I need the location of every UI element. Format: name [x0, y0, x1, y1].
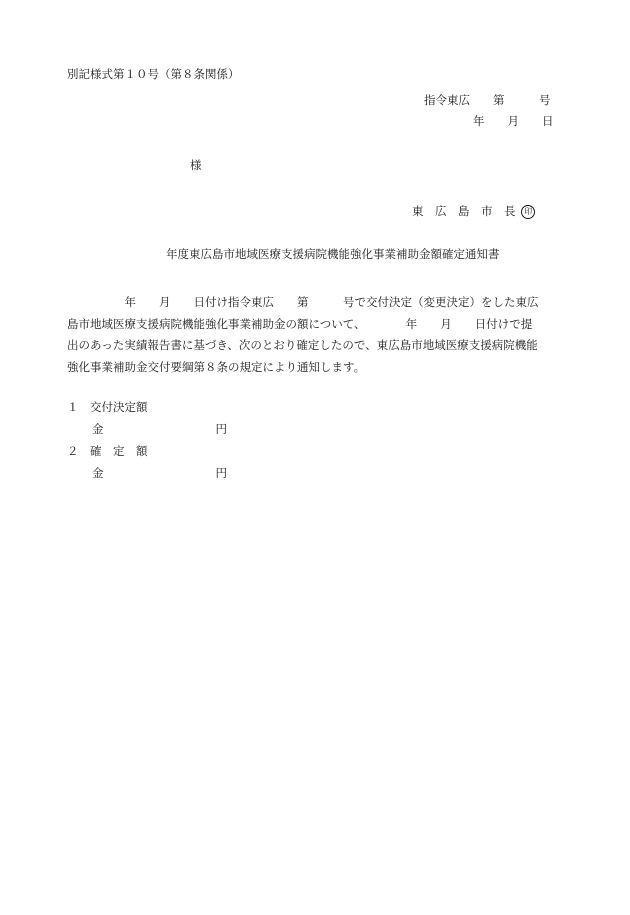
body-line: 年 月 日付け指令東広 第 号で交付決定（変更決定）をした東広 — [67, 295, 539, 309]
item-grant-decision-label: １ 交付決定額 — [67, 400, 148, 414]
issue-date: 年 月 日 — [473, 114, 554, 128]
amount-prefix: 金 — [92, 466, 104, 480]
notice-body — [67, 292, 577, 378]
document-title: 年度東広島市地域医療支援病院機能強化事業補助金額確定通知書 — [166, 247, 500, 261]
reference-number: 指令東広 第 号 — [424, 93, 551, 107]
amount-prefix: 金 — [92, 422, 104, 436]
item-confirmed-amount — [92, 468, 227, 480]
issuer-name: 東 広 島 市 長 — [412, 204, 516, 218]
seal-mark: 印 — [521, 205, 535, 219]
amount-unit: 円 — [215, 422, 227, 436]
item-confirmed-label: ２ 確 定 額 — [67, 444, 148, 458]
issuer — [412, 205, 535, 219]
amount-unit: 円 — [215, 466, 227, 480]
body-line: 出のあった実績報告書に基づき、次のとおり確定したので、東広島市地域医療支援病院機能 — [67, 338, 538, 352]
addressee-suffix: 様 — [190, 158, 202, 172]
form-number: 別記様式第１０号（第８条関係） — [67, 67, 240, 81]
item-grant-decision-amount — [92, 424, 227, 436]
body-line: 島市地域医療支援病院機能強化事業補助金の額について、 年 月 日付けで提 — [67, 316, 533, 331]
body-line: 強化事業補助金交付要綱第８条の規定により通知します。 — [67, 359, 366, 374]
